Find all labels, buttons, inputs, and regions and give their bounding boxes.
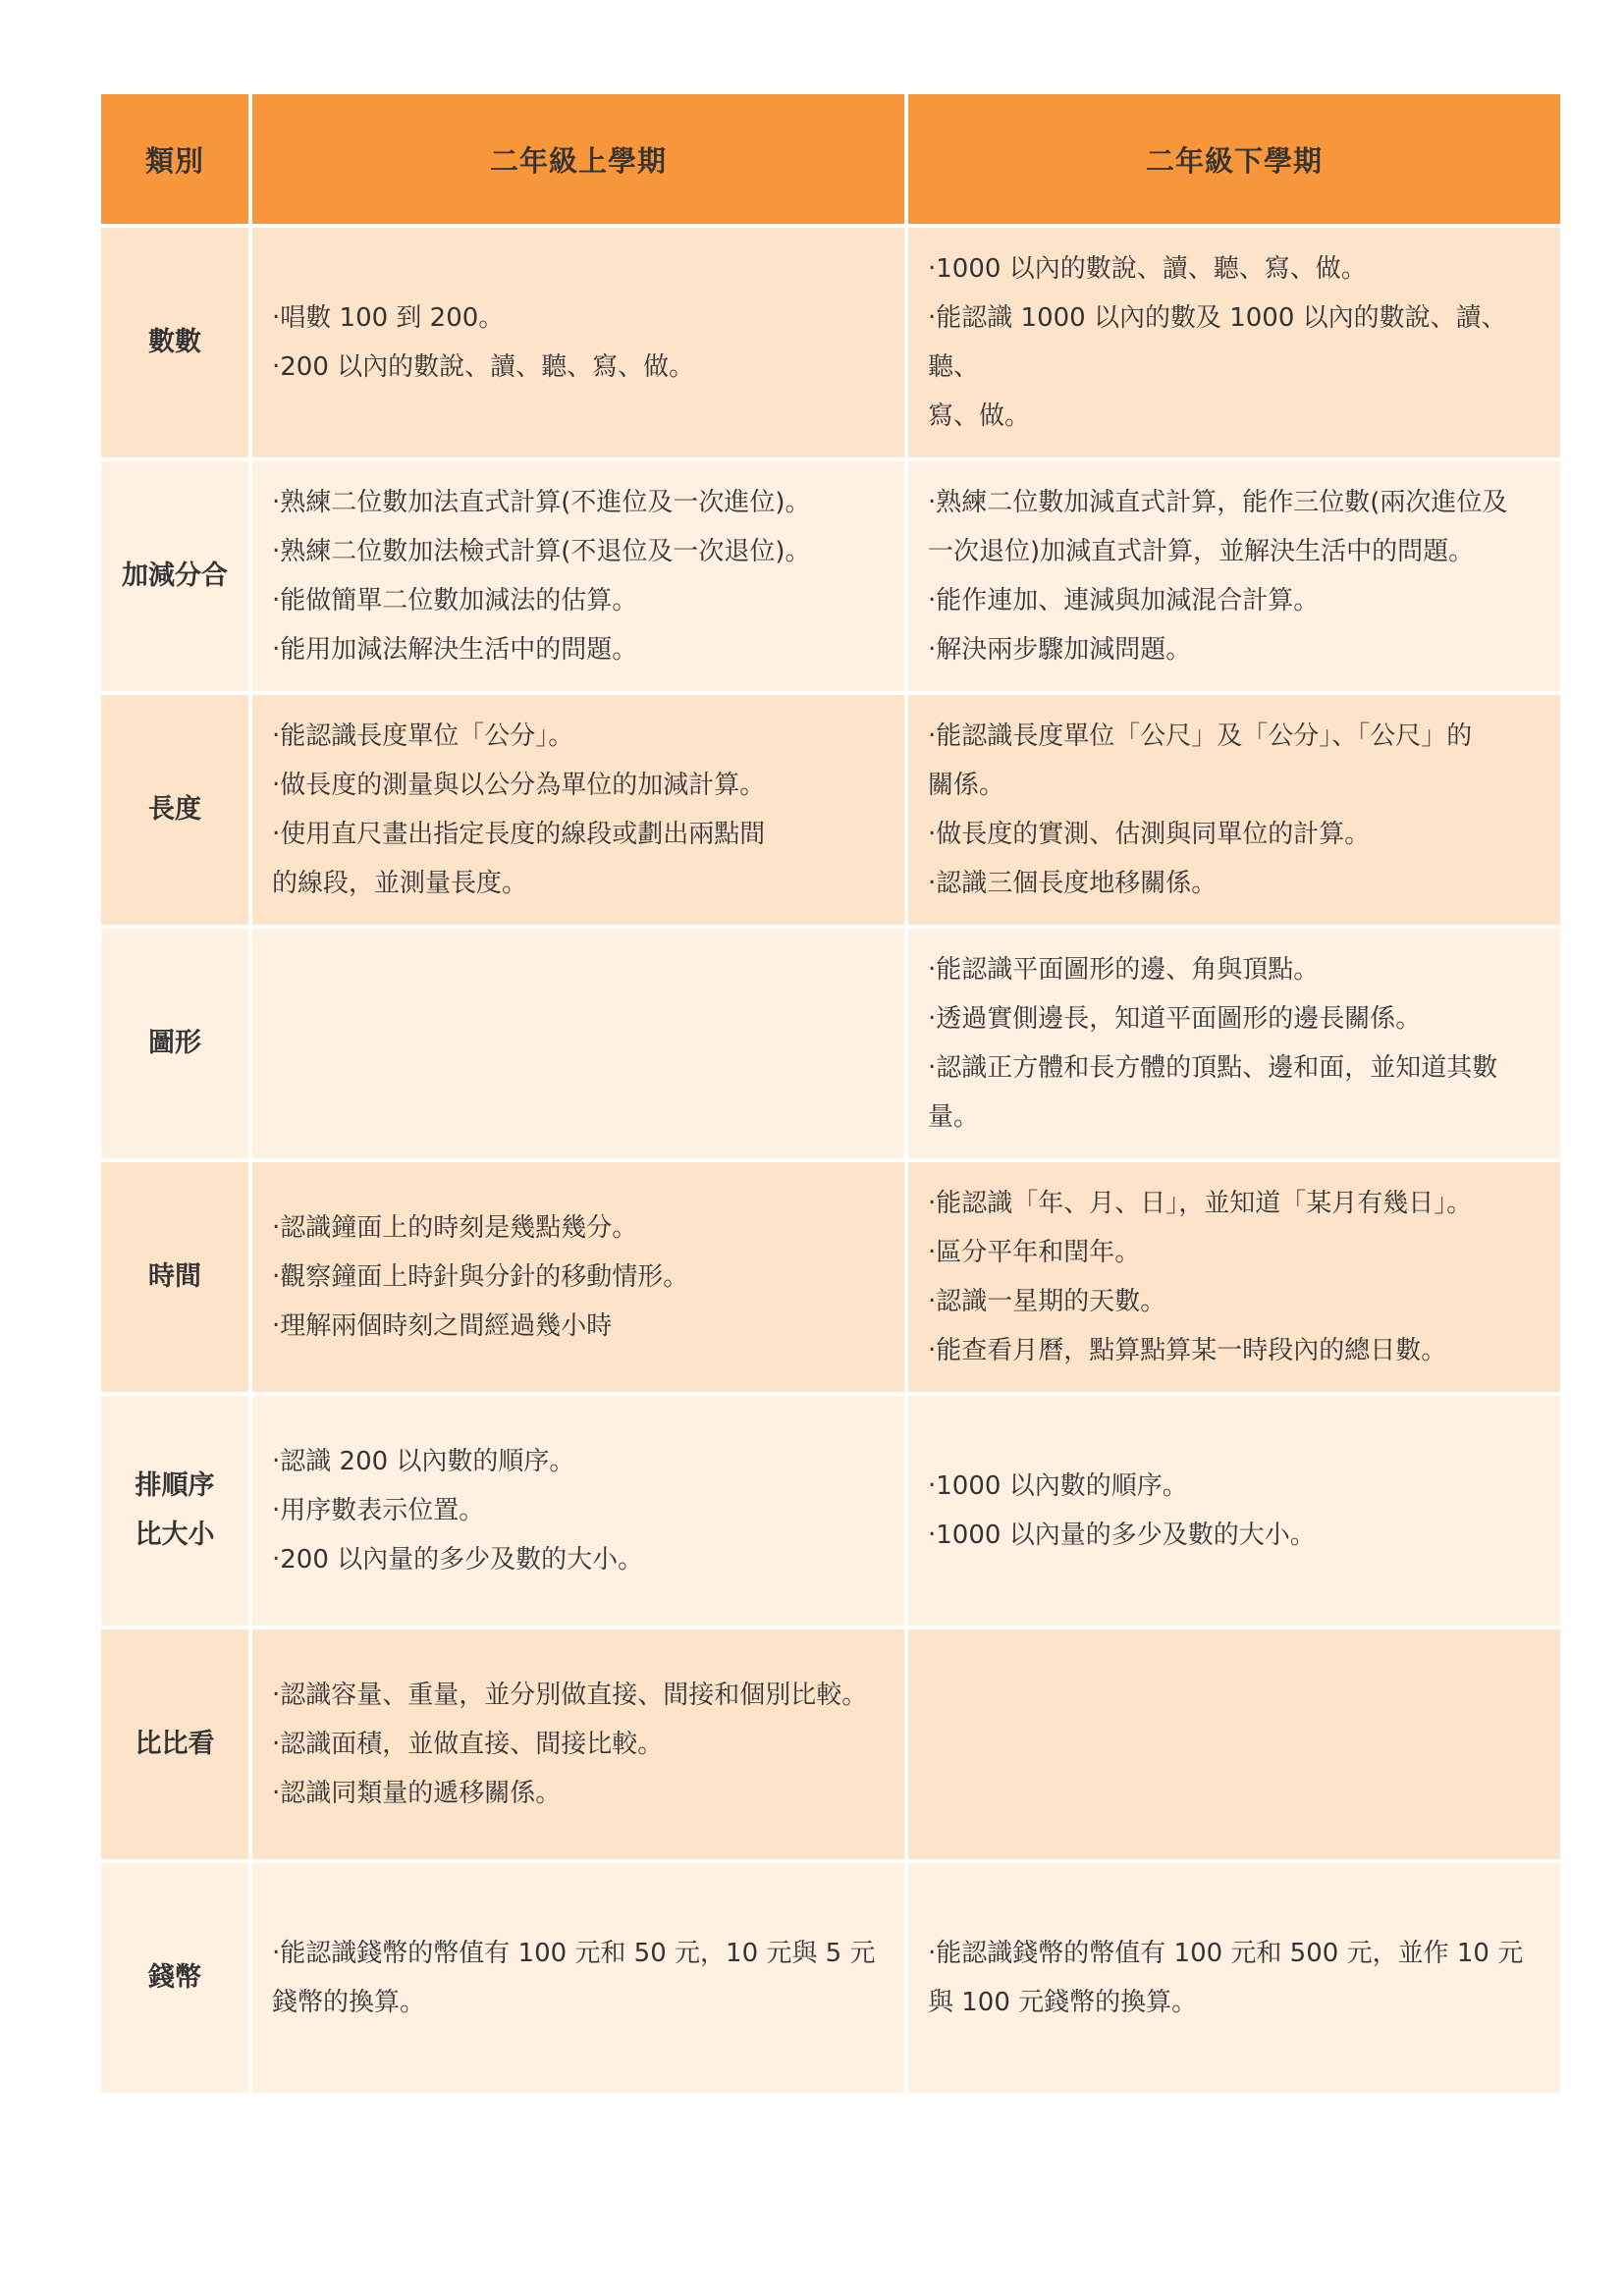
second-semester-cell-line: ‧能認識長度單位「公尺」及「公分」、「公尺」的 <box>928 721 1473 751</box>
curriculum-table <box>97 90 1564 2097</box>
category-cell-line: 數數 <box>148 327 201 357</box>
second-semester-cell-line: ‧認識正方體和長方體的頂點、邊和面，並知道其數 <box>928 1053 1498 1083</box>
first-semester-cell <box>250 1394 906 1628</box>
first-semester-cell-line: ‧200 以內的數說、讀、聽、寫、做。 <box>272 352 695 382</box>
second-semester-cell-line: ‧1000 以內的數說、讀、聽、寫、做。 <box>928 254 1367 284</box>
second-semester-cell-line: ‧1000 以內數的順序。 <box>928 1471 1188 1501</box>
second-semester-cell <box>906 693 1562 927</box>
category-cell <box>99 226 250 459</box>
first-semester-cell <box>250 226 906 459</box>
second-semester-cell <box>906 1160 1562 1394</box>
first-semester-cell-line: ‧認識面積，並做直接、間接比較。 <box>272 1730 664 1759</box>
first-semester-cell-line: ‧理解兩個時刻之間經過幾小時 <box>272 1311 613 1341</box>
second-semester-cell-line: 寫、做。 <box>928 401 1031 431</box>
table-row <box>99 1861 1562 2095</box>
first-semester-cell <box>250 1628 906 1861</box>
second-semester-cell <box>906 1861 1562 2095</box>
category-cell-line: 比比看 <box>135 1729 215 1759</box>
first-semester-cell <box>250 927 906 1160</box>
first-semester-cell-line: 的線段，並測量長度。 <box>272 869 528 898</box>
first-semester-cell-line: ‧做長度的測量與以公分為單位的加減計算。 <box>272 771 766 800</box>
first-semester-cell-line: 錢幣的換算。 <box>272 1988 426 2017</box>
category-cell <box>99 1861 250 2095</box>
first-semester-cell-line: ‧認識容量、重量，並分別做直接、間接和個別比較。 <box>272 1681 868 1710</box>
second-semester-cell-line: ‧能查看月曆，點算點算某一時段內的總日數。 <box>928 1336 1447 1365</box>
first-semester-cell-line: ‧使用直尺畫出指定長度的線段或劃出兩點間 <box>272 820 766 849</box>
second-semester-cell-line: ‧能認識平面圖形的邊、角與頂點。 <box>928 955 1320 985</box>
first-semester-cell-line: ‧唱數 100 到 200。 <box>272 303 505 333</box>
table-row <box>99 226 1562 459</box>
first-semester-cell <box>250 1160 906 1394</box>
second-semester-cell-line: ‧區分平年和閏年。 <box>928 1238 1141 1267</box>
category-cell-line: 時間 <box>148 1261 201 1292</box>
first-semester-cell-line: ‧能認識長度單位「公分」。 <box>272 721 574 751</box>
first-semester-cell-line: ‧200 以內量的多少及數的大小。 <box>272 1545 644 1575</box>
curriculum-table-container <box>97 90 1560 2097</box>
second-semester-cell <box>906 927 1562 1160</box>
second-semester-cell <box>906 459 1562 693</box>
first-semester-cell <box>250 693 906 927</box>
first-semester-cell-line: ‧認識同類量的遞移關係。 <box>272 1779 562 1808</box>
category-cell-line: 加減分合 <box>122 561 228 591</box>
category-cell-line: 錢幣 <box>148 1962 201 1993</box>
category-cell <box>99 1160 250 1394</box>
second-semester-cell-line: ‧能認識錢幣的幣值有 100 元和 500 元，並作 10 元 <box>928 1939 1524 1968</box>
table-body <box>99 226 1562 2095</box>
category-cell <box>99 927 250 1160</box>
second-semester-cell-line: 量。 <box>928 1102 980 1132</box>
first-semester-cell-line: ‧用序數表示位置。 <box>272 1496 485 1525</box>
first-semester-cell <box>250 459 906 693</box>
second-semester-cell <box>906 1628 1562 1861</box>
second-semester-cell-line: ‧認識一星期的天數。 <box>928 1287 1166 1316</box>
second-semester-cell-line: 一次退位)加減直式計算，並解決生活中的問題。 <box>928 537 1475 566</box>
second-semester-cell-line: ‧能認識「年、月、日」，並知道「某月有幾日」。 <box>928 1189 1473 1218</box>
second-semester-cell-line: ‧做長度的實測、估測與同單位的計算。 <box>928 820 1371 849</box>
second-semester-cell-line: 與 100 元錢幣的換算。 <box>928 1988 1198 2017</box>
table-row <box>99 1160 1562 1394</box>
second-semester-cell-line: 關係。 <box>928 771 1005 800</box>
first-semester-cell-line: ‧認識 200 以內數的順序。 <box>272 1447 575 1476</box>
table-row <box>99 927 1562 1160</box>
first-semester-cell-line: ‧熟練二位數加法檢式計算(不退位及一次退位)。 <box>272 537 811 566</box>
table-row <box>99 459 1562 693</box>
table-row <box>99 693 1562 927</box>
first-semester-cell-line: ‧觀察鐘面上時針與分針的移動情形。 <box>272 1262 689 1292</box>
category-cell <box>99 1628 250 1861</box>
second-semester-cell-line: ‧能作連加、連減與加減混合計算。 <box>928 586 1320 615</box>
second-semester-cell <box>906 1394 1562 1628</box>
header-category: 類別 <box>99 92 250 226</box>
first-semester-cell-line: ‧熟練二位數加法直式計算(不進位及一次進位)。 <box>272 488 811 517</box>
category-cell-line: 比大小 <box>135 1520 215 1550</box>
first-semester-cell <box>250 1861 906 2095</box>
table-header-row <box>99 92 1562 226</box>
second-semester-cell-line: ‧透過實側邊長，知道平面圖形的邊長關係。 <box>928 1004 1422 1034</box>
table-row <box>99 1628 1562 1861</box>
second-semester-cell-line: ‧解決兩步驟加減問題。 <box>928 635 1192 665</box>
header-first-semester: 二年級上學期 <box>250 92 906 226</box>
first-semester-cell-line: ‧能用加減法解決生活中的問題。 <box>272 635 638 665</box>
category-cell <box>99 1394 250 1628</box>
header-second-semester: 二年級下學期 <box>906 92 1562 226</box>
category-cell <box>99 693 250 927</box>
category-cell-line: 排順序 <box>135 1470 215 1501</box>
second-semester-cell-line: ‧1000 以內量的多少及數的大小。 <box>928 1521 1316 1550</box>
second-semester-cell-line: ‧熟練二位數加減直式計算，能作三位數(兩次進位及 <box>928 488 1508 517</box>
first-semester-cell-line: ‧能做簡單二位數加減法的估算。 <box>272 586 638 615</box>
category-cell-line: 長度 <box>148 794 201 825</box>
table-row <box>99 1394 1562 1628</box>
first-semester-cell-line: ‧能認識錢幣的幣值有 100 元和 50 元，10 元與 5 元 <box>272 1939 876 1968</box>
second-semester-cell-line: ‧能認識 1000 以內的數及 1000 以內的數說、讀、聽、 <box>928 303 1507 382</box>
category-cell <box>99 459 250 693</box>
first-semester-cell-line: ‧認識鐘面上的時刻是幾點幾分。 <box>272 1213 638 1243</box>
second-semester-cell-line: ‧認識三個長度地移關係。 <box>928 869 1218 898</box>
second-semester-cell <box>906 226 1562 459</box>
category-cell-line: 圖形 <box>148 1028 201 1058</box>
